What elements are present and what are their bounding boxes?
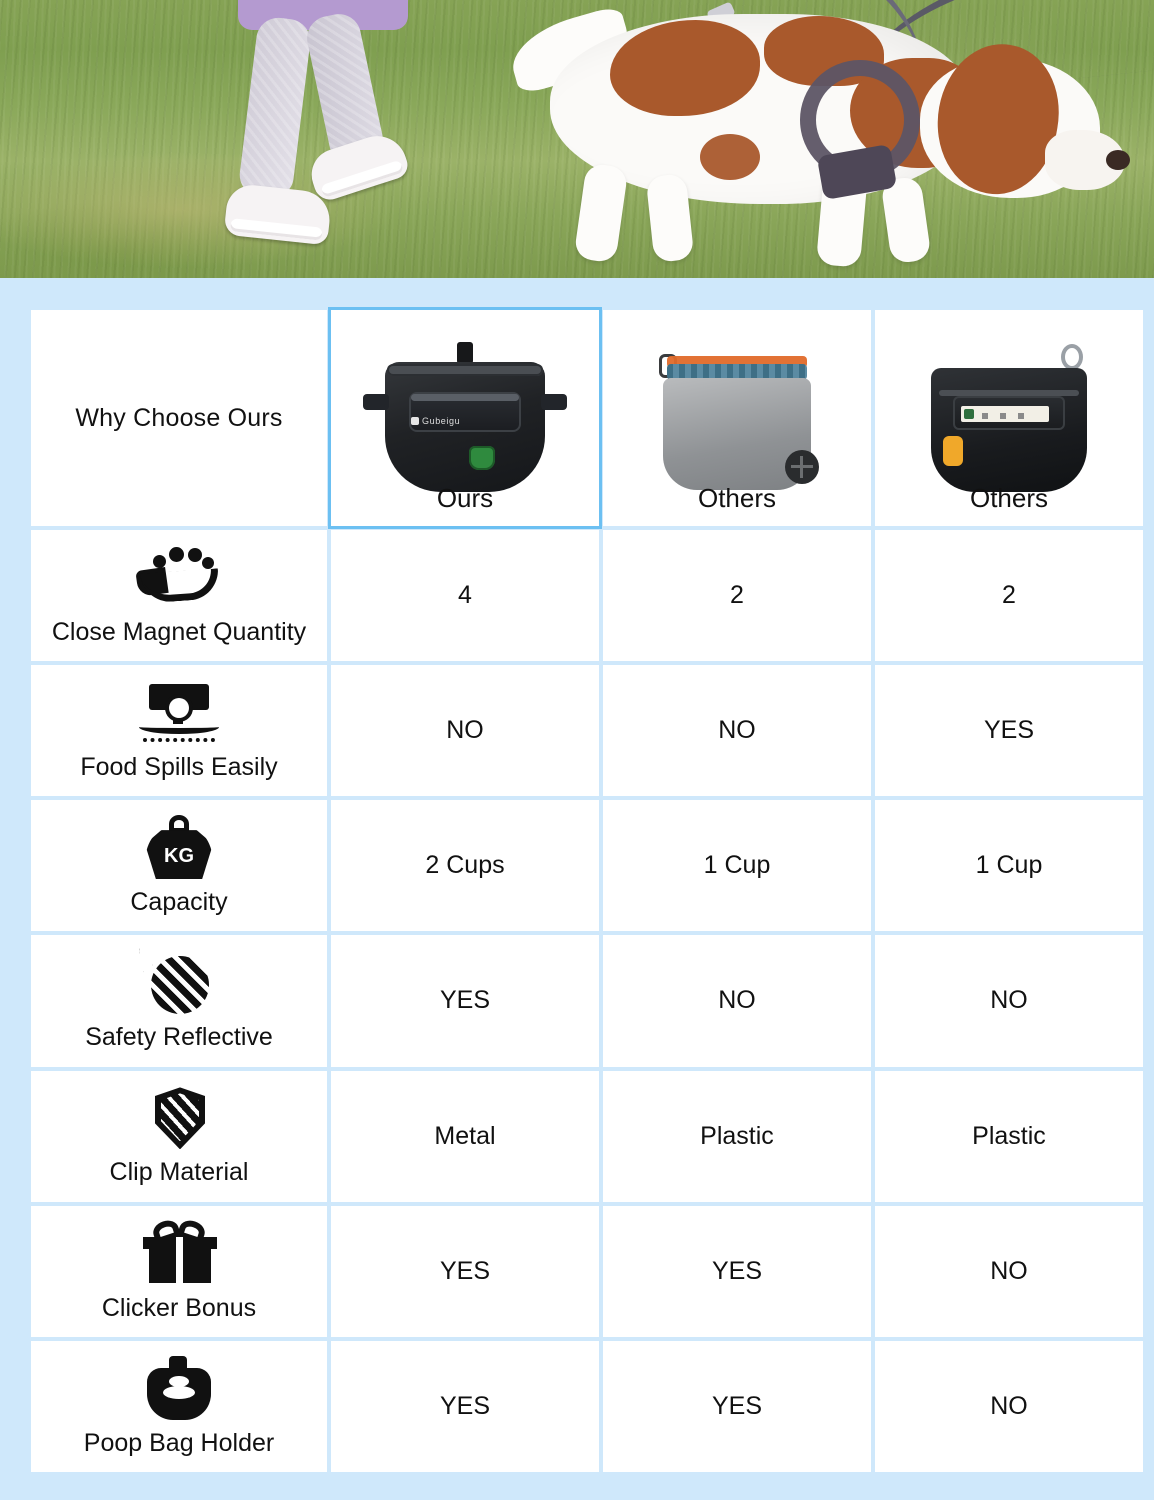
value-cell bbox=[331, 935, 599, 1066]
value-cell bbox=[331, 800, 599, 931]
magnets-in-hand-icon bbox=[133, 545, 225, 613]
value-text: 2 bbox=[1002, 581, 1016, 610]
poop-bag-dispenser-icon bbox=[469, 446, 495, 470]
value-cell bbox=[875, 800, 1143, 931]
value-text: NO bbox=[718, 986, 756, 1015]
poop-bag-icon bbox=[133, 1356, 225, 1424]
gift-box-icon bbox=[133, 1221, 225, 1289]
table-row bbox=[31, 800, 1143, 931]
hanger-loop bbox=[457, 342, 473, 364]
feature-label: Clicker Bonus bbox=[101, 1293, 257, 1322]
value-cell bbox=[603, 800, 871, 931]
value-text: NO bbox=[990, 1256, 1028, 1285]
carabiner-icon bbox=[1061, 344, 1083, 370]
shield-icon bbox=[133, 1085, 225, 1153]
yellow-zipper-pull bbox=[943, 436, 963, 466]
value-cell bbox=[331, 1206, 599, 1337]
product-label-tag bbox=[961, 406, 1049, 422]
value-cell bbox=[875, 935, 1143, 1066]
child-legs bbox=[190, 0, 450, 262]
table-row bbox=[31, 1071, 1143, 1202]
product-column-others-1[interactable] bbox=[603, 310, 871, 526]
header-feature-cell bbox=[31, 310, 327, 526]
product-column-others-2[interactable] bbox=[875, 310, 1143, 526]
table-row bbox=[31, 1206, 1143, 1337]
dog-nose bbox=[1106, 150, 1130, 170]
value-cell bbox=[875, 1341, 1143, 1472]
value-cell bbox=[603, 935, 871, 1066]
dog bbox=[520, 0, 1140, 278]
product-name-others-2: Others bbox=[969, 483, 1049, 513]
pocket-zipper bbox=[411, 394, 519, 401]
grey-treat-pouch-icon bbox=[637, 350, 837, 500]
value-cell bbox=[331, 665, 599, 796]
feature-label: Close Magnet Quantity bbox=[51, 617, 307, 646]
value-text: 2 Cups bbox=[425, 851, 505, 880]
feature-cell-capacity bbox=[31, 800, 327, 931]
value-cell bbox=[603, 1206, 871, 1337]
feature-cell-safety-reflective bbox=[31, 935, 327, 1066]
value-text: YES bbox=[439, 1256, 491, 1285]
hero-photo bbox=[0, 0, 1154, 278]
value-cell bbox=[875, 1206, 1143, 1337]
leg-left bbox=[237, 15, 313, 200]
value-text: NO bbox=[990, 1391, 1028, 1420]
brand-mark-icon bbox=[411, 417, 419, 425]
value-text: YES bbox=[983, 716, 1035, 745]
dog-leg bbox=[574, 163, 629, 264]
side-strap-left bbox=[363, 394, 389, 410]
value-cell bbox=[603, 1341, 871, 1472]
value-text: YES bbox=[711, 1256, 763, 1285]
page-title: Why Choose Ours bbox=[75, 403, 283, 432]
table-row bbox=[31, 665, 1143, 796]
reflective-strip-icon bbox=[133, 950, 225, 1018]
top-zipper bbox=[387, 364, 543, 376]
table-row bbox=[31, 935, 1143, 1066]
value-text: NO bbox=[446, 716, 484, 745]
black-treat-pouch-yellow-zip-icon bbox=[909, 350, 1109, 500]
value-text: YES bbox=[439, 986, 491, 1015]
table-row bbox=[31, 1341, 1143, 1472]
comparison-table bbox=[27, 306, 1147, 1476]
value-cell bbox=[603, 665, 871, 796]
side-strap-right bbox=[541, 394, 567, 410]
value-text: Plastic bbox=[700, 1121, 774, 1150]
table-row bbox=[31, 530, 1143, 661]
value-text: Metal bbox=[434, 1121, 496, 1150]
feature-label: Safety Reflective bbox=[85, 1023, 273, 1052]
value-cell bbox=[603, 1071, 871, 1202]
comparison-table-wrapper bbox=[27, 306, 1127, 1476]
feature-label: Food Spills Easily bbox=[80, 752, 278, 781]
value-text: NO bbox=[990, 986, 1028, 1015]
product-name-others-1: Others bbox=[697, 483, 777, 513]
fur-patch bbox=[700, 134, 760, 180]
feature-label: Poop Bag Holder bbox=[83, 1428, 275, 1457]
value-text: NO bbox=[718, 716, 756, 745]
feature-cell-food-spills-easily bbox=[31, 665, 327, 796]
product-name-ours: Ours bbox=[436, 483, 494, 513]
value-cell bbox=[603, 530, 871, 661]
value-text: 4 bbox=[458, 581, 472, 610]
pouch-body bbox=[931, 368, 1087, 492]
value-text: YES bbox=[439, 1391, 491, 1420]
fur-patch bbox=[610, 20, 760, 116]
value-text: 2 bbox=[730, 581, 744, 610]
value-cell bbox=[875, 530, 1143, 661]
feature-cell-poop-bag-holder bbox=[31, 1341, 327, 1472]
product-column-ours[interactable] bbox=[331, 310, 599, 526]
value-text: Plastic bbox=[972, 1121, 1046, 1150]
black-treat-pouch-ours-icon bbox=[365, 350, 565, 500]
weight-kg-icon: KG bbox=[133, 815, 225, 883]
feature-cell-close-magnet-quantity bbox=[31, 530, 327, 661]
brand-logo-text: Gubeigu bbox=[411, 416, 519, 426]
value-text: 1 Cup bbox=[975, 851, 1043, 880]
value-cell bbox=[331, 530, 599, 661]
magnet-knob bbox=[785, 450, 819, 484]
table-header-row bbox=[31, 310, 1143, 526]
food-spill-icon bbox=[133, 680, 225, 748]
value-text: YES bbox=[711, 1391, 763, 1420]
feature-label: Clip Material bbox=[109, 1158, 249, 1187]
dog-leg bbox=[880, 176, 931, 265]
value-cell bbox=[331, 1071, 599, 1202]
feature-label: Capacity bbox=[130, 888, 228, 917]
value-cell bbox=[331, 1341, 599, 1472]
sneaker-right bbox=[305, 128, 411, 203]
value-cell bbox=[875, 665, 1143, 796]
feature-cell-clicker-bonus bbox=[31, 1206, 327, 1337]
feature-cell-clip-material bbox=[31, 1071, 327, 1202]
value-text: 1 Cup bbox=[703, 851, 771, 880]
value-cell bbox=[875, 1071, 1143, 1202]
